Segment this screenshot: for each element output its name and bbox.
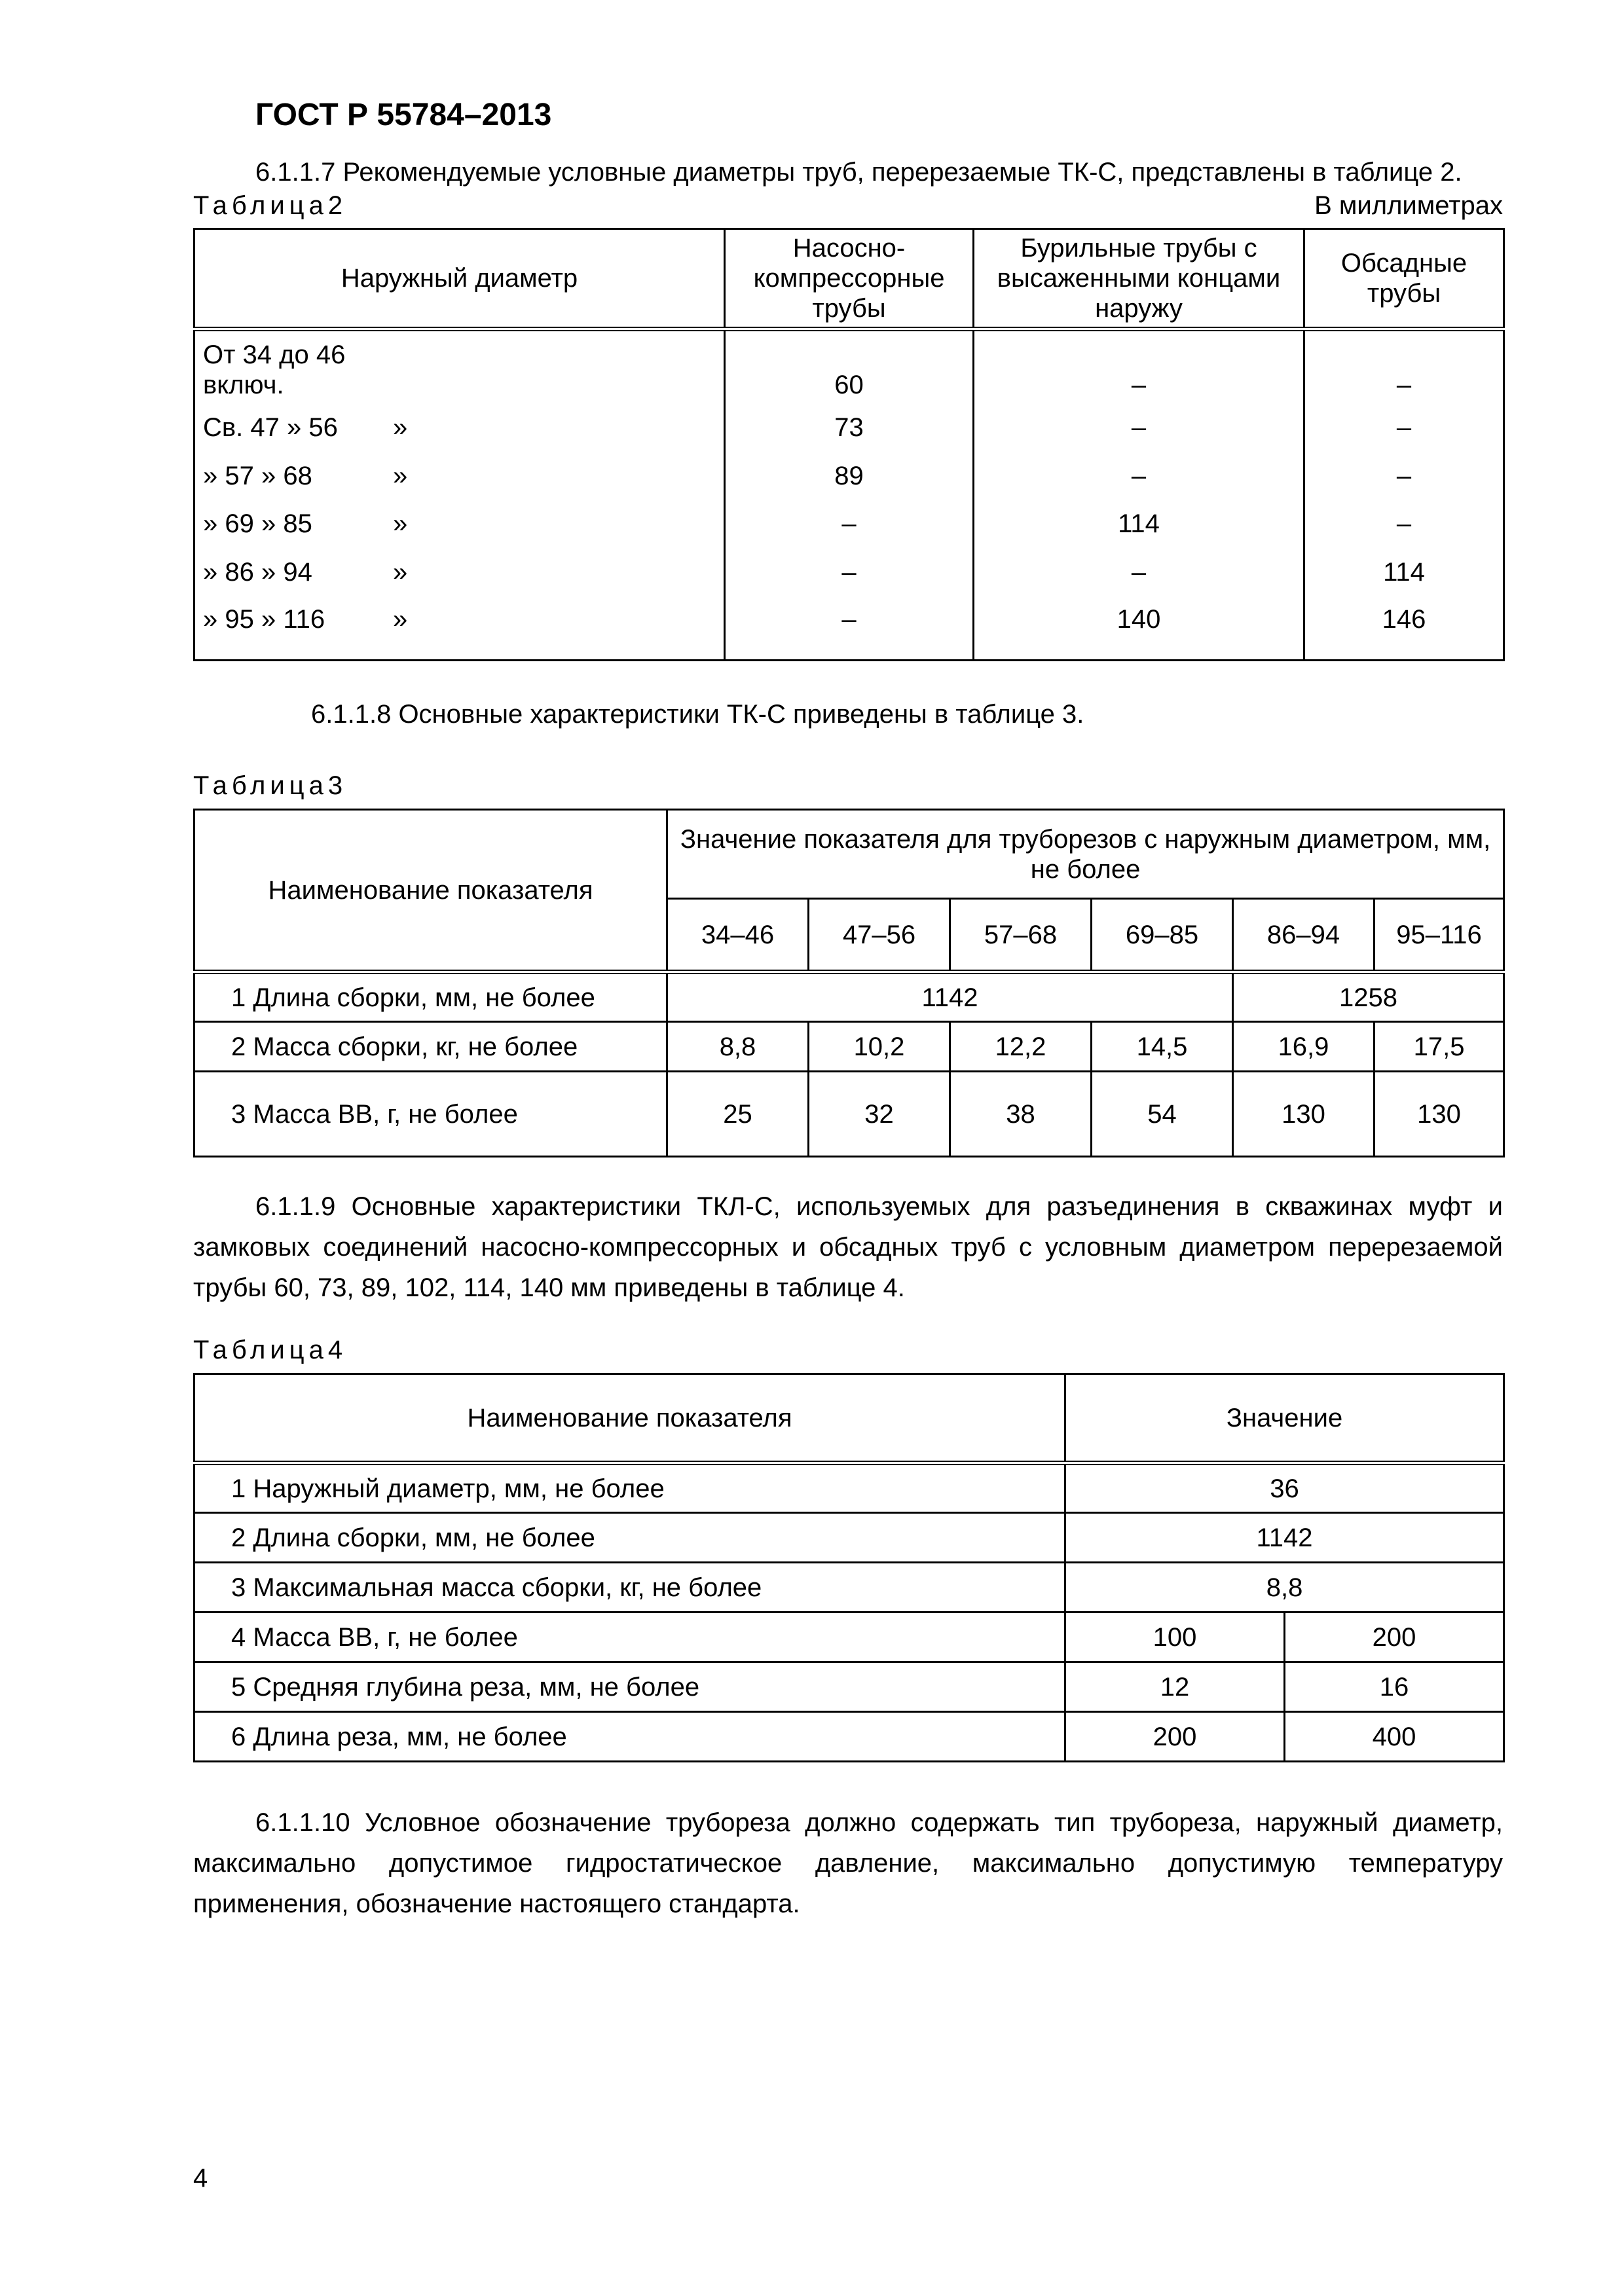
table-row: 3 Масса ВВ, г, не более bbox=[194, 1072, 667, 1157]
table-row: 3 Максимальная масса сборки, кг, не более bbox=[194, 1563, 1065, 1613]
table-3: Наименование показателя Значение показателя для труборезов с наружным диаметром, мм, не более 34–46 47–56 57–68 69–85 86–94 95–116 1 Длина сборки, мм, не более 1142 1258 2 Масса сборки, кг, не более 8,8 10,2 12,2 14,5 16,9 17,5 3 Масса ВВ, г, не более 25 32 38 54 130 130 bbox=[193, 809, 1505, 1157]
paragraph-6117: 6.1.1.7 Рекомендуемые условные диаметры труб, перерезаемые ТК-С, представлены в таблице 2. bbox=[255, 158, 1462, 187]
table-2: Наружный диаметр Насосно-компрессорные трубы Бурильные трубы с высаженными концами наружу Обсадные трубы От 34 до 46 включ. 60 – – Св. 47 » 56 » 73 – – » 57 » 68 » 89 – – » 69 » 85 » – 114 – » 86 » 94 » – – 114 » 95 » 116 » – 140 146 bbox=[193, 228, 1505, 661]
table3-col-diameter: 69–85 bbox=[1092, 899, 1233, 972]
document-header: ГОСТ Р 55784–2013 bbox=[255, 98, 552, 132]
table2-caption bbox=[193, 191, 342, 221]
table-row: » 86 » 94 » bbox=[194, 548, 725, 596]
table-row: 1 Наружный диаметр, мм, не более bbox=[194, 1463, 1065, 1513]
table3-caption-number: 3 bbox=[327, 771, 343, 800]
table-row: » 69 » 85 » bbox=[194, 500, 725, 548]
table2-header-diameter: Наружный диаметр bbox=[194, 229, 725, 329]
table-row: 4 Масса ВВ, г, не более bbox=[194, 1613, 1065, 1662]
table-row: 6 Длина реза, мм, не более bbox=[194, 1712, 1065, 1762]
paragraph-6118: 6.1.1.8 Основные характеристики ТК-С приведены в таблице 3. bbox=[311, 700, 1084, 729]
table-row: Св. 47 » 56 » bbox=[194, 404, 725, 452]
table3-col-diameter: 86–94 bbox=[1233, 899, 1375, 972]
table4-caption bbox=[193, 1336, 342, 1365]
table-row: От 34 до 46 включ. bbox=[194, 329, 725, 404]
table2-caption-number: 2 bbox=[327, 191, 343, 220]
table2-header-ntk: Насосно-компрессорные трубы bbox=[725, 229, 974, 329]
table-4: Наименование показателя Значение 1 Наружный диаметр, мм, не более 36 2 Длина сборки, мм, не более 1142 3 Максимальная масса сборки, кг, не более 8,8 4 Масса ВВ, г, не более 100 200 5 Средняя глубина реза, мм, не более 12 16 6 Длина реза, мм, не более 200 400 bbox=[193, 1373, 1505, 1762]
table-row: 2 Длина сборки, мм, не более bbox=[194, 1513, 1065, 1563]
paragraph-6119: 6.1.1.9 Основные характеристики ТКЛ-С, используемых для разъединения в скважинах муфт и замковых соединений насосно-компрессорных и обсадных труб с условным диаметром перерезаемой трубы 60, 73, 89, 102, 114, 140 мм приведены в таблице 4. bbox=[193, 1192, 1503, 1302]
table3-header-name: Наименование показателя bbox=[194, 810, 667, 972]
page-number: 4 bbox=[193, 2164, 208, 2193]
table3-col-diameter: 47–56 bbox=[809, 899, 950, 972]
table2-caption-word: Таблица bbox=[193, 191, 328, 220]
table4-caption-word: Таблица bbox=[193, 1336, 328, 1364]
table2-units: В миллиметрах bbox=[1314, 191, 1503, 220]
table-row: 5 Средняя глубина реза, мм, не более bbox=[194, 1662, 1065, 1712]
table-row: 2 Масса сборки, кг, не более bbox=[194, 1022, 667, 1072]
table4-header-value: Значение bbox=[1065, 1374, 1504, 1463]
table3-col-diameter: 57–68 bbox=[950, 899, 1092, 972]
table3-col-diameter: 95–116 bbox=[1375, 899, 1504, 972]
table4-header-name: Наименование показателя bbox=[194, 1374, 1065, 1463]
table2-header-casing: Обсадные трубы bbox=[1304, 229, 1504, 329]
table3-header-group: Значение показателя для труборезов с наружным диаметром, мм, не более bbox=[667, 810, 1504, 899]
table-row: » 95 » 116 » bbox=[194, 596, 725, 661]
paragraph-61110: 6.1.1.10 Условное обозначение трубореза должно содержать тип трубореза, наружный диаметр, максимально допустимое гидростатическое давление, максимально допустимую температуру применения, обозначение настоящего стандарта. bbox=[193, 1808, 1503, 1918]
table-row: 1 Длина сборки, мм, не более bbox=[194, 972, 667, 1022]
document-page bbox=[193, 0, 1503, 2296]
table4-caption-number: 4 bbox=[327, 1336, 343, 1364]
table3-col-diameter: 34–46 bbox=[667, 899, 809, 972]
table-row: » 57 » 68 » bbox=[194, 452, 725, 500]
table3-caption bbox=[193, 771, 342, 801]
table3-caption-word: Таблица bbox=[193, 771, 328, 800]
table2-header-drill: Бурильные трубы с высаженными концами наружу bbox=[974, 229, 1304, 329]
